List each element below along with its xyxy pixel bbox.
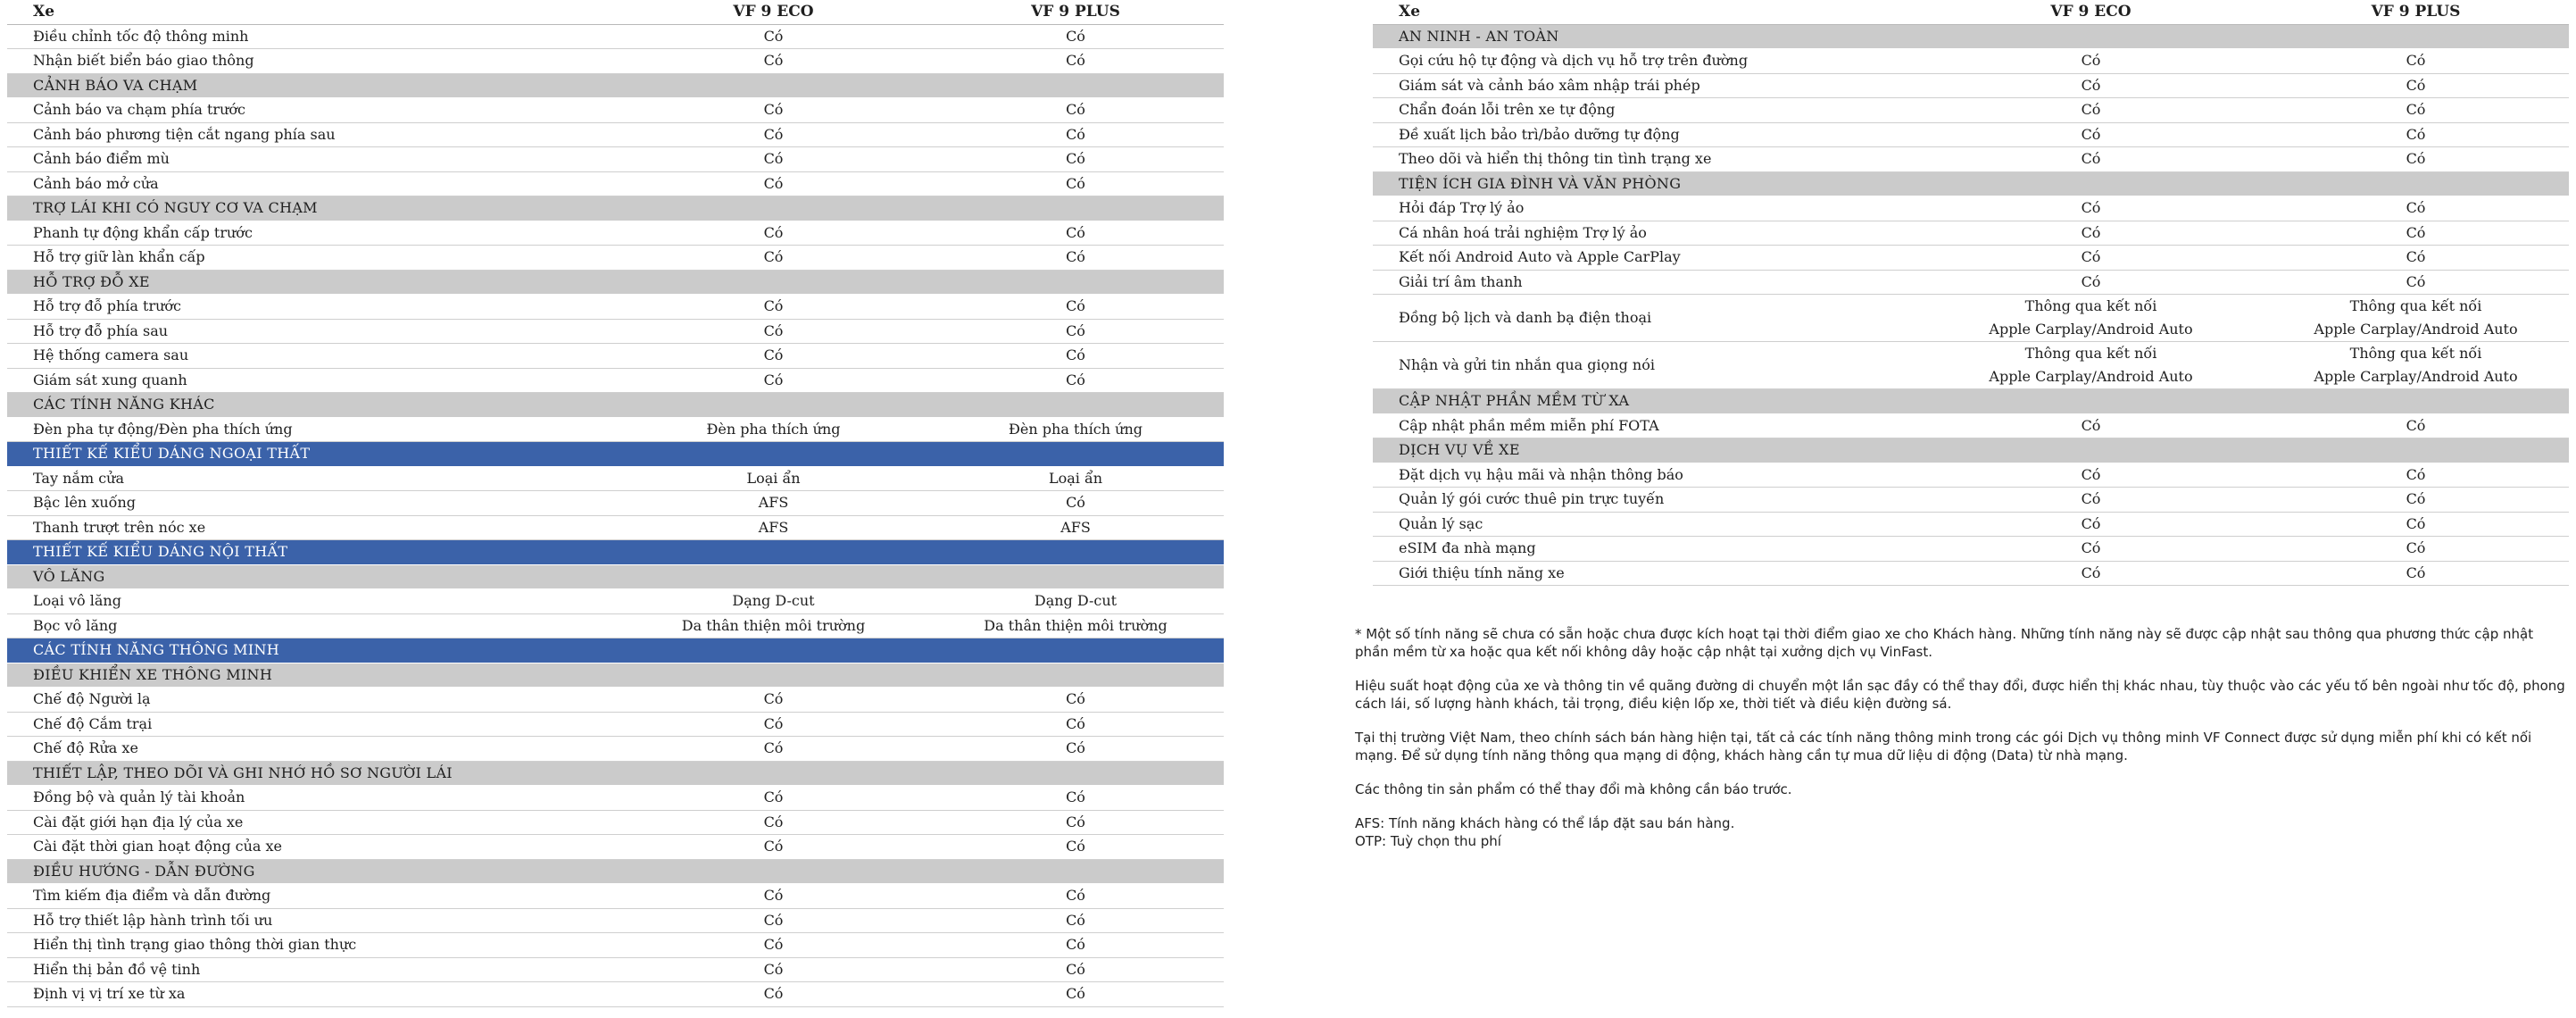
feature-value-plus: Có: [927, 908, 1224, 933]
feature-value-eco: Có: [619, 171, 927, 196]
feature-name: Giải trí âm thanh: [1373, 270, 1919, 295]
table-row: [1373, 463, 2569, 488]
table-row: [7, 884, 1224, 909]
feature-name: Chế độ Người lạ: [7, 688, 619, 713]
table-row: [7, 589, 1224, 614]
table-row: [1373, 49, 2569, 74]
table-row: [7, 344, 1224, 369]
feature-value-plus: Có: [927, 368, 1224, 393]
feature-name: Giám sát và cảnh báo xâm nhập trái phép: [1373, 73, 1919, 98]
table-row: [7, 515, 1224, 540]
table-row: [7, 810, 1224, 835]
legend-otp: OTP: Tuỳ chọn thu phí: [1355, 833, 1501, 849]
feature-name: Cảnh báo mở cửa: [7, 171, 619, 196]
table-row: [7, 491, 1224, 516]
table-row: [7, 982, 1224, 1007]
feature-value-plus: AFS: [927, 515, 1224, 540]
feature-value-eco: Có: [1919, 537, 2263, 562]
footnotes: [1355, 625, 2569, 850]
section-title: CÁC TÍNH NĂNG THÔNG MINH: [7, 638, 1224, 663]
table-row: [1373, 295, 2569, 342]
feature-value-plus: Có: [927, 712, 1224, 737]
section-title: ĐIỀU HƯỚNG - DẪN ĐƯỜNG: [7, 859, 1224, 884]
footnote-vf-connect: Tại thị trường Việt Nam, theo chính sách bán hàng hiện tại, tất cả các tính năng thông minh trong các gói Dịch vụ thông minh VF Connect được sử dụng miễn phí khi có kết nối mạng. Để sử dụng tính năng thông qua mạng di động, khách hàng cần tự mua dữ liệu di động (Data) từ nhà mạng.: [1355, 730, 2532, 764]
feature-name: Hiển thị tình trạng giao thông thời gian thực: [7, 933, 619, 958]
header-vf9-plus: VF 9 PLUS: [927, 0, 1224, 24]
feature-value-plus: Có: [2263, 122, 2569, 147]
feature-name: Đặt dịch vụ hậu mãi và nhận thông báo: [1373, 463, 1919, 488]
feature-name: Cập nhật phần mềm miễn phí FOTA: [1373, 413, 1919, 438]
feature-name: Chế độ Rửa xe: [7, 737, 619, 762]
table-row: [1373, 512, 2569, 537]
feature-name: Quản lý sạc: [1373, 512, 1919, 537]
table-row: [7, 466, 1224, 491]
table-row: [7, 786, 1224, 811]
feature-value-plus: Có: [2263, 270, 2569, 295]
table-row: [7, 957, 1224, 982]
feature-value-plus: Da thân thiện môi trường: [927, 613, 1224, 638]
section-header: [7, 270, 1224, 295]
feature-name: Cài đặt thời gian hoạt động của xe: [7, 835, 619, 860]
major-section-header: [7, 638, 1224, 663]
feature-value-eco: Có: [1919, 196, 2263, 221]
feature-value-plus: Có: [2263, 221, 2569, 246]
feature-value-eco: Có: [619, 295, 927, 320]
section-title: CẢNH BÁO VA CHẠM: [7, 73, 1224, 98]
feature-value-eco: [1919, 342, 2263, 389]
footnote-performance: Hiệu suất hoạt động của xe và thông tin về quãng đường di chuyển một lần sạc đầy có thể thay đổi, được hiển thị khác nhau, tùy thuộc vào các yếu tố bên ngoài như tốc độ, phong cách lái, số lượng hành khách, tải trọng, điều kiện lốp xe, thời tiết và điều kiện đường sá.: [1355, 678, 2565, 712]
feature-value-plus: Có: [927, 221, 1224, 246]
feature-name: Gọi cứu hộ tự động và dịch vụ hỗ trợ trên đường: [1373, 49, 1919, 74]
feature-value-plus: Có: [927, 344, 1224, 369]
feature-value-plus: Có: [2263, 196, 2569, 221]
table-header: [1373, 0, 2569, 24]
feature-value-plus: [2263, 295, 2569, 342]
feature-value-plus: Có: [927, 98, 1224, 123]
feature-value-eco: AFS: [619, 491, 927, 516]
feature-value-eco: Có: [1919, 221, 2263, 246]
feature-name: Đề xuất lịch bảo trì/bảo dưỡng tự động: [1373, 122, 1919, 147]
feature-value-eco: Có: [619, 344, 927, 369]
section-header: [7, 393, 1224, 418]
table-row: [7, 147, 1224, 172]
section-title: ĐIỀU KHIỂN XE THÔNG MINH: [7, 663, 1224, 688]
left-spec-column: [7, 0, 1224, 1007]
feature-name: Đồng bộ và quản lý tài khoản: [7, 786, 619, 811]
table-row: [1373, 537, 2569, 562]
section-title: VÔ LĂNG: [7, 564, 1224, 589]
feature-value-eco: Có: [619, 835, 927, 860]
table-row: [1373, 122, 2569, 147]
feature-name: Tay nắm cửa: [7, 466, 619, 491]
feature-value-plus: Có: [927, 295, 1224, 320]
feature-name: Cảnh báo va chạm phía trước: [7, 98, 619, 123]
feature-value-plus: Có: [927, 835, 1224, 860]
feature-value-eco: Có: [619, 982, 927, 1007]
table-row: [7, 171, 1224, 196]
feature-value-eco: Có: [1919, 413, 2263, 438]
table-row: [7, 49, 1224, 74]
section-header: [7, 663, 1224, 688]
feature-value-plus: Có: [2263, 488, 2569, 513]
feature-name: Theo dõi và hiển thị thông tin tình trạng xe: [1373, 147, 1919, 172]
value-line: Thông qua kết nối: [2349, 297, 2482, 314]
section-header: [1373, 438, 2569, 463]
section-title: THIẾT KẾ KIỂU DÁNG NỘI THẤT: [7, 540, 1224, 565]
feature-value-eco: Có: [1919, 122, 2263, 147]
table-row: [7, 908, 1224, 933]
table-row: [7, 688, 1224, 713]
feature-value-plus: Có: [2263, 246, 2569, 271]
feature-value-plus: Có: [927, 24, 1224, 49]
feature-value-plus: Có: [927, 786, 1224, 811]
feature-value-plus: Có: [927, 688, 1224, 713]
value-line: Apple Carplay/Android Auto: [2314, 368, 2518, 385]
section-title: TRỢ LÁI KHI CÓ NGUY CƠ VA CHẠM: [7, 196, 1224, 221]
header-vf9-plus: VF 9 PLUS: [2263, 0, 2569, 24]
feature-value-plus: Có: [927, 171, 1224, 196]
feature-value-plus: Đèn pha thích ứng: [927, 417, 1224, 442]
table-row: [1373, 98, 2569, 123]
feature-name: Thanh trượt trên nóc xe: [7, 515, 619, 540]
feature-value-plus: Có: [2263, 561, 2569, 586]
table-row: [7, 368, 1224, 393]
table-row: [7, 295, 1224, 320]
value-line: Apple Carplay/Android Auto: [1989, 368, 2193, 385]
feature-value-plus: Có: [927, 147, 1224, 172]
feature-value-plus: Có: [2263, 73, 2569, 98]
feature-value-plus: Có: [927, 49, 1224, 74]
table-row: [1373, 221, 2569, 246]
table-header: [7, 0, 1224, 24]
feature-value-plus: Có: [2263, 49, 2569, 74]
feature-value-plus: Có: [927, 933, 1224, 958]
feature-value-eco: Có: [619, 908, 927, 933]
feature-name: Cảnh báo phương tiện cắt ngang phía sau: [7, 122, 619, 147]
feature-value-eco: Có: [619, 737, 927, 762]
header-vf9-eco: VF 9 ECO: [1919, 0, 2263, 24]
section-header: [7, 564, 1224, 589]
table-row: [7, 221, 1224, 246]
feature-value-eco: Có: [619, 246, 927, 271]
feature-name: Nhận và gửi tin nhắn qua giọng nói: [1373, 342, 1919, 389]
feature-value-eco: Có: [619, 24, 927, 49]
right-table-body: [1373, 24, 2569, 586]
table-row: [1373, 342, 2569, 389]
feature-value-plus: Có: [927, 957, 1224, 982]
feature-value-eco: Có: [619, 786, 927, 811]
feature-value-eco: Có: [1919, 246, 2263, 271]
section-title: CẬP NHẬT PHẦN MỀM TỪ XA: [1373, 389, 2569, 414]
footnote-availability: * Một số tính năng sẽ chưa có sẵn hoặc chưa được kích hoạt tại thời điểm giao xe cho Khách hàng. Những tính năng này sẽ được cập nhật sau thông qua phương thức cập nhật phần mềm từ xa hoặc qua kết nối không dây hoặc cập nhật tại xưởng dịch vụ VinFast.: [1355, 626, 2534, 660]
feature-name: Chẩn đoán lỗi trên xe tự động: [1373, 98, 1919, 123]
feature-value-eco: Loại ẩn: [619, 466, 927, 491]
feature-value-eco: [1919, 295, 2263, 342]
header-vf9-eco: VF 9 ECO: [619, 0, 927, 24]
header-vehicle: Xe: [7, 0, 619, 24]
section-title: CÁC TÍNH NĂNG KHÁC: [7, 393, 1224, 418]
table-row: [1373, 196, 2569, 221]
feature-name: Hỗ trợ giữ làn khẩn cấp: [7, 246, 619, 271]
feature-value-plus: Có: [927, 246, 1224, 271]
feature-name: Phanh tự động khẩn cấp trước: [7, 221, 619, 246]
section-header: [1373, 24, 2569, 49]
value-line: Thông qua kết nối: [2024, 345, 2157, 362]
section-title: TIỆN ÍCH GIA ĐÌNH VÀ VĂN PHÒNG: [1373, 171, 2569, 196]
section-header: [7, 73, 1224, 98]
feature-value-eco: AFS: [619, 515, 927, 540]
feature-value-eco: Có: [1919, 561, 2263, 586]
feature-value-eco: Có: [619, 49, 927, 74]
feature-value-eco: Có: [619, 221, 927, 246]
feature-name: Đèn pha tự động/Đèn pha thích ứng: [7, 417, 619, 442]
value-line: Thông qua kết nối: [2024, 297, 2157, 314]
section-title: DỊCH VỤ VỀ XE: [1373, 438, 2569, 463]
value-line: Apple Carplay/Android Auto: [2314, 321, 2518, 338]
feature-name: Hỗ trợ thiết lập hành trình tối ưu: [7, 908, 619, 933]
feature-name: Loại vô lăng: [7, 589, 619, 614]
feature-value-plus: Có: [2263, 512, 2569, 537]
feature-value-plus: Có: [927, 810, 1224, 835]
major-section-header: [7, 442, 1224, 467]
table-row: [7, 613, 1224, 638]
table-row: [7, 712, 1224, 737]
feature-value-plus: Có: [927, 122, 1224, 147]
feature-value-eco: Có: [619, 712, 927, 737]
feature-name: Cá nhân hoá trải nghiệm Trợ lý ảo: [1373, 221, 1919, 246]
right-spec-table: [1373, 0, 2569, 586]
table-row: [1373, 270, 2569, 295]
feature-name: Điều chỉnh tốc độ thông minh: [7, 24, 619, 49]
table-row: [1373, 561, 2569, 586]
table-row: [7, 417, 1224, 442]
feature-name: Hỗ trợ đỗ phía sau: [7, 319, 619, 344]
left-table-body: [7, 24, 1224, 1006]
feature-value-eco: Có: [619, 147, 927, 172]
feature-name: Quản lý gói cước thuê pin trực tuyến: [1373, 488, 1919, 513]
right-spec-column: [1373, 0, 2569, 586]
feature-value-eco: Có: [619, 368, 927, 393]
feature-name: Định vị vị trí xe từ xa: [7, 982, 619, 1007]
table-row: [7, 319, 1224, 344]
table-row: [7, 24, 1224, 49]
feature-name: Hỏi đáp Trợ lý ảo: [1373, 196, 1919, 221]
feature-value-plus: Có: [927, 319, 1224, 344]
table-row: [7, 933, 1224, 958]
table-row: [1373, 73, 2569, 98]
feature-value-eco: Có: [619, 98, 927, 123]
feature-name: Cảnh báo điểm mù: [7, 147, 619, 172]
header-vehicle: Xe: [1373, 0, 1919, 24]
feature-name: Cài đặt giới hạn địa lý của xe: [7, 810, 619, 835]
section-title: THIẾT LẬP, THEO DÕI VÀ GHI NHỚ HỒ SƠ NGƯỜI LÁI: [7, 761, 1224, 786]
table-row: [7, 122, 1224, 147]
feature-name: Giám sát xung quanh: [7, 368, 619, 393]
feature-value-plus: Có: [927, 884, 1224, 909]
value-line: Thông qua kết nối: [2349, 345, 2482, 362]
feature-value-eco: Đèn pha thích ứng: [619, 417, 927, 442]
feature-name: Kết nối Android Auto và Apple CarPlay: [1373, 246, 1919, 271]
feature-value-plus: Dạng D-cut: [927, 589, 1224, 614]
feature-value-plus: [2263, 342, 2569, 389]
feature-value-eco: Có: [1919, 73, 2263, 98]
feature-value-eco: Có: [619, 884, 927, 909]
table-row: [1373, 488, 2569, 513]
feature-value-eco: Có: [1919, 49, 2263, 74]
table-row: [7, 98, 1224, 123]
feature-value-eco: Có: [619, 810, 927, 835]
section-header: [7, 761, 1224, 786]
feature-name: Chế độ Cắm trại: [7, 712, 619, 737]
feature-value-eco: Có: [1919, 270, 2263, 295]
feature-value-eco: Có: [1919, 147, 2263, 172]
section-title: AN NINH - AN TOÀN: [1373, 24, 2569, 49]
section-header: [7, 859, 1224, 884]
feature-value-plus: Có: [2263, 463, 2569, 488]
feature-value-plus: Có: [2263, 147, 2569, 172]
feature-value-eco: Có: [1919, 512, 2263, 537]
feature-name: Nhận biết biển báo giao thông: [7, 49, 619, 74]
section-title: HỖ TRỢ ĐỖ XE: [7, 270, 1224, 295]
feature-value-eco: Có: [619, 957, 927, 982]
value-line: Apple Carplay/Android Auto: [1989, 321, 2193, 338]
feature-value-eco: Có: [619, 319, 927, 344]
section-header: [7, 196, 1224, 221]
table-row: [1373, 246, 2569, 271]
table-row: [7, 835, 1224, 860]
table-row: [1373, 413, 2569, 438]
section-header: [1373, 171, 2569, 196]
table-row: [1373, 147, 2569, 172]
feature-value-plus: Có: [2263, 98, 2569, 123]
feature-name: Hỗ trợ đỗ phía trước: [7, 295, 619, 320]
feature-name: Giới thiệu tính năng xe: [1373, 561, 1919, 586]
section-header: [1373, 389, 2569, 414]
feature-name: Hệ thống camera sau: [7, 344, 619, 369]
table-row: [7, 737, 1224, 762]
feature-name: Tìm kiếm địa điểm và dẫn đường: [7, 884, 619, 909]
left-spec-table: [7, 0, 1224, 1007]
feature-value-eco: Da thân thiện môi trường: [619, 613, 927, 638]
feature-name: Bậc lên xuống: [7, 491, 619, 516]
feature-value-eco: Có: [1919, 98, 2263, 123]
feature-value-eco: Dạng D-cut: [619, 589, 927, 614]
table-row: [7, 246, 1224, 271]
feature-value-eco: Có: [619, 933, 927, 958]
feature-name: Đồng bộ lịch và danh bạ điện thoại: [1373, 295, 1919, 342]
feature-value-eco: Có: [1919, 463, 2263, 488]
feature-name: Bọc vô lăng: [7, 613, 619, 638]
feature-value-plus: Có: [927, 491, 1224, 516]
feature-value-plus: Có: [927, 737, 1224, 762]
feature-value-plus: Có: [2263, 537, 2569, 562]
major-section-header: [7, 540, 1224, 565]
feature-value-eco: Có: [619, 688, 927, 713]
section-title: THIẾT KẾ KIỂU DÁNG NGOẠI THẤT: [7, 442, 1224, 467]
feature-name: Hiển thị bản đồ vệ tinh: [7, 957, 619, 982]
legend-afs: AFS: Tính năng khách hàng có thể lắp đặt sau bán hàng.: [1355, 815, 1735, 831]
feature-value-plus: Có: [927, 982, 1224, 1007]
footnote-change-notice: Các thông tin sản phẩm có thể thay đổi mà không cần báo trước.: [1355, 781, 1792, 797]
feature-value-plus: Có: [2263, 413, 2569, 438]
feature-value-eco: Có: [1919, 488, 2263, 513]
feature-value-eco: Có: [619, 122, 927, 147]
feature-value-plus: Loại ẩn: [927, 466, 1224, 491]
feature-name: eSIM đa nhà mạng: [1373, 537, 1919, 562]
